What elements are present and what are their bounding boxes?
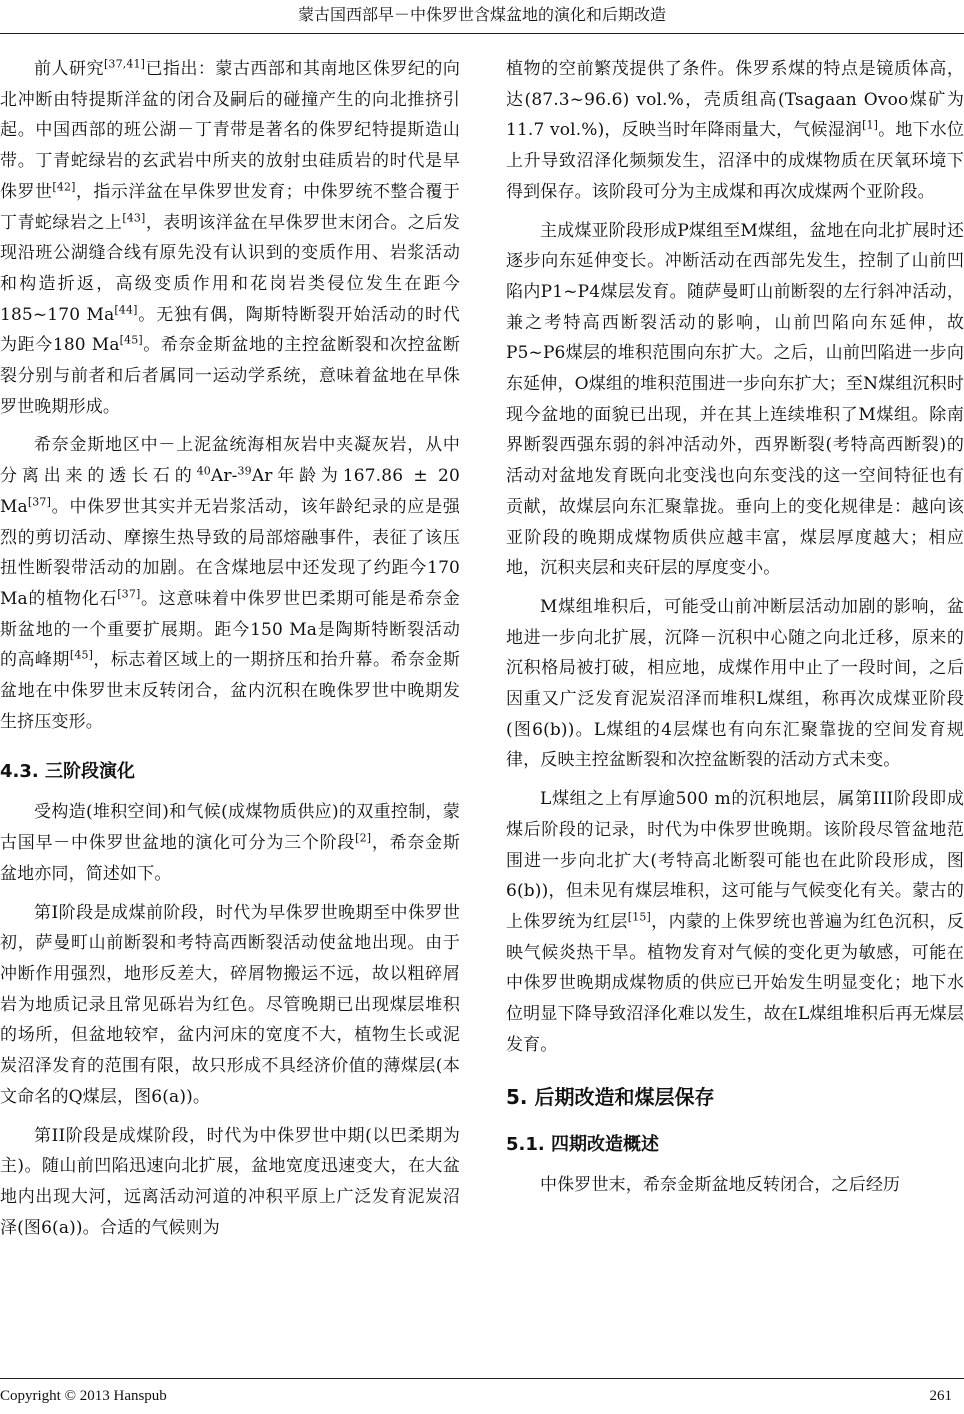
paragraph: M煤组堆积后，可能受山前冲断层活动加剧的影响，盆地进一步向北扩展，沉降－沉积中心随之向北迁移，原来的沉积格局被打破，相应地，成煤作用中止了一段时间，之后因重又广泛发育泥炭沼泽而堆积L煤组，称再次成煤亚阶段(图6(b))。L煤组的4层煤也有向东汇聚靠拢的空间发育规律，反映主控盆断裂和次控盆断裂的活动方式未变。 [506, 596, 964, 771]
subsection-heading: 5.1. 四期改造概述 [506, 1133, 659, 1155]
paragraph-text: 。中侏罗世其实并无岩浆活动，该年龄纪录的应是强烈的剪切活动、摩擦生热导致的局部熔融事件，表征了该压扭性断裂带活动的加剧。在含煤地层中还发现了约距今170 Ma的植物化石 [0, 496, 460, 609]
citation: [45] [119, 333, 143, 347]
running-title: 蒙古国西部早－中侏罗世含煤盆地的演化和后期改造 [297, 5, 666, 24]
paragraph-text: 。这意味着中侏罗世巴柔期可能是希奈金斯盆地的一个重要扩展期。距今150 Ma是陶斯特断裂活动的高峰期 [0, 588, 461, 671]
paragraph-text: ，内蒙的上侏罗统也普遍为红色沉积，反映气候炎热干旱。植物发育对气候的变化更为敏感，可能在中侏罗世晚期成煤物质的供应已开始发生明显变化；地下水位明显下降导致沼泽化难以发生，故在L煤组堆积后再无煤层发育。 [506, 911, 964, 1055]
citation: [37] [27, 495, 52, 509]
paragraph-text: Ar年龄为167.86 ± 20 Ma [0, 466, 460, 517]
paragraph-text: Ar- [210, 466, 238, 487]
citation: [43] [122, 210, 146, 224]
paragraph: 中侏罗世末，希奈金斯盆地反转闭合，之后经历 [540, 1174, 901, 1195]
footer-rule [0, 1378, 964, 1379]
paragraph-text: ，希奈金斯盆地亦同，简述如下。 [0, 833, 461, 884]
paragraph-text: L煤组之上有厚逾500 m的沉积地层，属第III阶段即成煤后阶段的记录，时代为中侏罗世晚期。该阶段尽管盆地范围进一步向北扩大(考特高北断裂可能也在此阶段形成，图6(b))，但未见有煤层堆积，这可能与气候变化有关。蒙古的上侏罗统为红层 [506, 789, 964, 932]
citation: [45] [69, 648, 94, 662]
right-column [506, 54, 964, 1200]
paragraph-text: ，标志着区域上的一期挤压和抬升幕。希奈金斯盆地在中侏罗世末反转闭合，盆内沉积在晚侏罗世中晚期发生挤压变形。 [0, 650, 460, 732]
paragraph-text: 前人研究 [34, 59, 104, 79]
copyright: Copyright © 2013 Hanspub [0, 1388, 167, 1404]
running-header [0, 0, 964, 34]
citation: [44] [114, 302, 138, 316]
paragraph [0, 797, 460, 889]
isotope-superscript: 40 [196, 464, 211, 478]
paragraph [0, 430, 460, 737]
section-heading: 4.3. 三阶段演化 [0, 761, 135, 783]
paragraph-text: 受构造(堆积空间)和气候(成煤物质供应)的双重控制，蒙古国早－中侏罗世盆地的演化可分为三个阶段 [0, 802, 460, 854]
left-column [0, 54, 460, 1243]
section-heading: 5. 后期改造和煤层保存 [506, 1084, 715, 1109]
isotope-superscript: 39 [237, 464, 252, 478]
page-number: 261 [929, 1388, 952, 1404]
citation: [37,41] [103, 57, 146, 71]
paragraph: 第II阶段是成煤阶段，时代为中侏罗世中期(以巴柔期为主)。随山前凹陷迅速向北扩展，盆地宽度迅速变大，在大盆地内出现大河，远离活动河道的冲积平原上广泛发育泥炭沼泽(图6(a))。合适的气候则为 [0, 1125, 460, 1238]
paragraph: 第I阶段是成煤前阶段，时代为早侏罗世晚期至中侏罗世初，萨曼町山前断裂和考特高西断裂活动使盆地出现。由于冲断作用强烈，地形反差大，碎屑物搬运不远，故以粗碎屑岩为地质记录且常见砾岩为红色。尽管晚期已出现煤层堆积的场所，但盆地较窄，盆内河床的宽度不大，植物生长或泥炭沼泽发育的范围有限，故只形成不具经济价值的薄煤层(本文命名的Q煤层，图6(a))。 [0, 902, 460, 1107]
paragraph-text: ，指示洋盆在早侏罗世发育；中侏罗统不整合覆于丁青蛇绿岩之上 [0, 181, 460, 233]
citation: [1] [862, 118, 879, 132]
paragraph-text: 希奈金斯地区中－上泥盆统海相灰岩中夹凝灰岩，从中分离出来的透长石的 [0, 435, 460, 487]
citation: [42] [52, 180, 76, 194]
citation: [2] [355, 831, 372, 845]
paragraph-text: 。无独有偶，陶斯特断裂开始活动的时代为距今180 Ma [0, 304, 460, 356]
paragraph [0, 54, 460, 422]
paragraph-text: 。希奈金斯盆地的主控盆断裂和次控盆断裂分别与前者和后者属同一运动学系统，意味着盆地在早侏罗世晚期形成。 [0, 335, 461, 417]
paragraph: 主成煤亚阶段形成P煤组至M煤组，盆地在向北扩展时还逐步向东延伸变长。冲断活动在西部先发生，控制了山前凹陷内P1~P4煤层发育。随萨曼町山前断裂的左行斜冲活动，兼之考特高西断裂活动的影响，山前凹陷向东延伸，故P5~P6煤层的堆积范围向东扩大。之后，山前凹陷进一步向东延伸，O煤组的堆积范围进一步向东扩大；至N煤组沉积时现今盆地的面貌已出现，并在其上连续堆积了M煤组。除南界断裂西强东弱的斜冲活动外，西界断裂(考特高西断裂)的活动对盆地发育既向北变浅也向东变浅的这一空间特征也有贡献，故煤层向东汇聚靠拢。垂向上的变化规律是：越向该亚阶段的晚期成煤物质供应越丰富，煤层厚度越大；相应地，沉积夹层和夹矸层的厚度变小。 [506, 220, 964, 579]
paragraph [506, 784, 964, 1060]
paragraph-text: 植物的空前繁茂提供了条件。侏罗系煤的特点是镜质体高，达(87.3~96.6) vol.%，壳质组高(Tsagaan Ovoo煤矿为11.7 vol.%)，反映当时年降雨量大，气候湿润 [506, 59, 964, 141]
citation: [37] [117, 587, 141, 601]
paragraph [506, 54, 964, 208]
paragraph-text: 。地下水位上升导致沼泽化频频发生，沼泽中的成煤物质在厌氧环境下得到保存。该阶段可分为主成煤和再次成煤两个亚阶段。 [506, 120, 964, 202]
paragraph-text: ，表明该洋盆在早侏罗世末闭合。之后发现沿班公湖缝合线有原先没有认识到的变质作用、岩浆活动和构造折返，高级变质作用和花岗岩类侵位发生在距今185~170 Ma [0, 212, 460, 325]
citation: [15] [627, 910, 651, 924]
paragraph-text: 已指出：蒙古西部和其南地区侏罗纪的向北冲断由特提斯洋盆的闭合及嗣后的碰撞产生的向北推挤引起。中国西部的班公湖－丁青带是著名的侏罗纪特提斯造山带。丁青蛇绿岩的玄武岩中所夹的放射虫硅质岩的时代是早侏罗世 [0, 59, 460, 202]
